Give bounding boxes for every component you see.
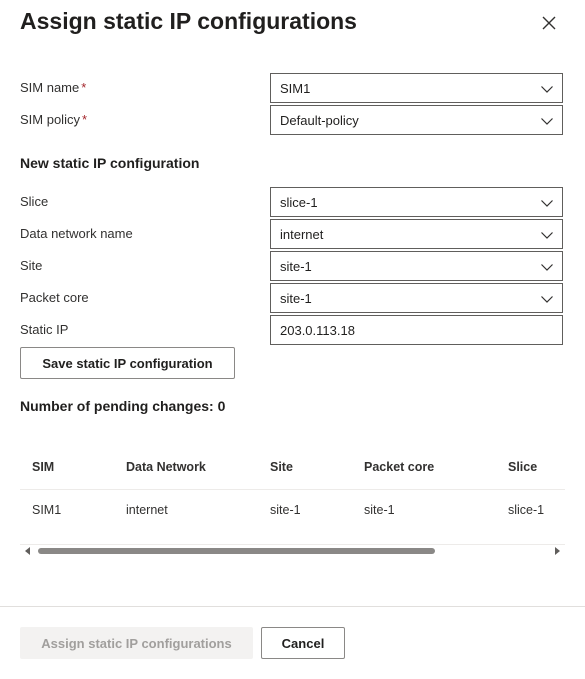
scroll-right-button[interactable] bbox=[551, 544, 563, 558]
dialog-title: Assign static IP configurations bbox=[20, 8, 357, 34]
pending-changes-text: Number of pending changes: 0 bbox=[20, 398, 226, 414]
sim-name-label-text: SIM name bbox=[20, 80, 80, 95]
column-header-site[interactable]: Site bbox=[270, 460, 293, 474]
cell-packet-core: site-1 bbox=[364, 503, 395, 517]
pending-changes-table bbox=[20, 448, 565, 560]
close-button[interactable] bbox=[539, 13, 559, 33]
data-network-value: internet bbox=[280, 227, 324, 242]
scroll-left-button[interactable] bbox=[22, 544, 34, 558]
caret-left-icon bbox=[22, 544, 34, 558]
cell-sim: SIM1 bbox=[32, 503, 62, 517]
sim-name-label bbox=[20, 80, 86, 95]
site-label: Site bbox=[20, 258, 43, 273]
required-marker: * bbox=[81, 112, 88, 127]
cell-site: site-1 bbox=[270, 503, 301, 517]
header-divider bbox=[20, 489, 565, 490]
slice-value: slice-1 bbox=[280, 195, 318, 210]
column-header-slice[interactable]: Slice bbox=[508, 460, 538, 474]
save-static-ip-button[interactable]: Save static IP configuration bbox=[20, 347, 235, 379]
chevron-down-icon bbox=[540, 196, 554, 210]
chevron-down-icon bbox=[540, 228, 554, 242]
horizontal-scrollbar-thumb[interactable] bbox=[38, 548, 435, 554]
sim-name-value: SIM1 bbox=[280, 81, 311, 96]
site-dropdown[interactable] bbox=[270, 251, 563, 281]
static-ip-input[interactable] bbox=[270, 315, 563, 345]
slice-dropdown[interactable] bbox=[270, 187, 563, 217]
cancel-button[interactable]: Cancel bbox=[261, 627, 345, 659]
sim-policy-value: Default-policy bbox=[280, 113, 359, 128]
chevron-down-icon bbox=[540, 114, 554, 128]
column-header-packet-core[interactable]: Packet core bbox=[364, 460, 435, 474]
required-marker: * bbox=[81, 80, 87, 95]
chevron-down-icon bbox=[540, 82, 554, 96]
slice-label: Slice bbox=[20, 194, 49, 209]
data-network-label: Data network name bbox=[20, 226, 133, 241]
row-divider bbox=[20, 544, 565, 545]
sim-policy-label bbox=[20, 112, 87, 127]
chevron-down-icon bbox=[540, 260, 554, 274]
cell-slice: slice-1 bbox=[508, 503, 545, 517]
packet-core-label: Packet core bbox=[20, 290, 89, 305]
data-network-dropdown[interactable] bbox=[270, 219, 563, 249]
packet-core-value: site-1 bbox=[280, 291, 312, 306]
sim-name-dropdown[interactable] bbox=[270, 73, 563, 103]
packet-core-dropdown[interactable] bbox=[270, 283, 563, 313]
close-icon bbox=[539, 13, 559, 33]
column-header-sim[interactable]: SIM bbox=[32, 460, 55, 474]
static-ip-value: 203.0.113.18 bbox=[280, 323, 355, 338]
assign-static-ip-button[interactable]: Assign static IP configurations bbox=[20, 627, 253, 659]
chevron-down-icon bbox=[540, 292, 554, 306]
sim-policy-dropdown[interactable] bbox=[270, 105, 563, 135]
site-value: site-1 bbox=[280, 259, 312, 274]
cell-data-network: internet bbox=[126, 503, 168, 517]
footer-divider bbox=[0, 606, 585, 607]
new-config-heading: New static IP configuration bbox=[20, 155, 200, 171]
caret-right-icon bbox=[551, 544, 563, 558]
column-header-data-network[interactable]: Data Network bbox=[126, 460, 206, 474]
static-ip-label: Static IP bbox=[20, 322, 69, 337]
sim-policy-label-text: SIM policy bbox=[20, 112, 80, 127]
